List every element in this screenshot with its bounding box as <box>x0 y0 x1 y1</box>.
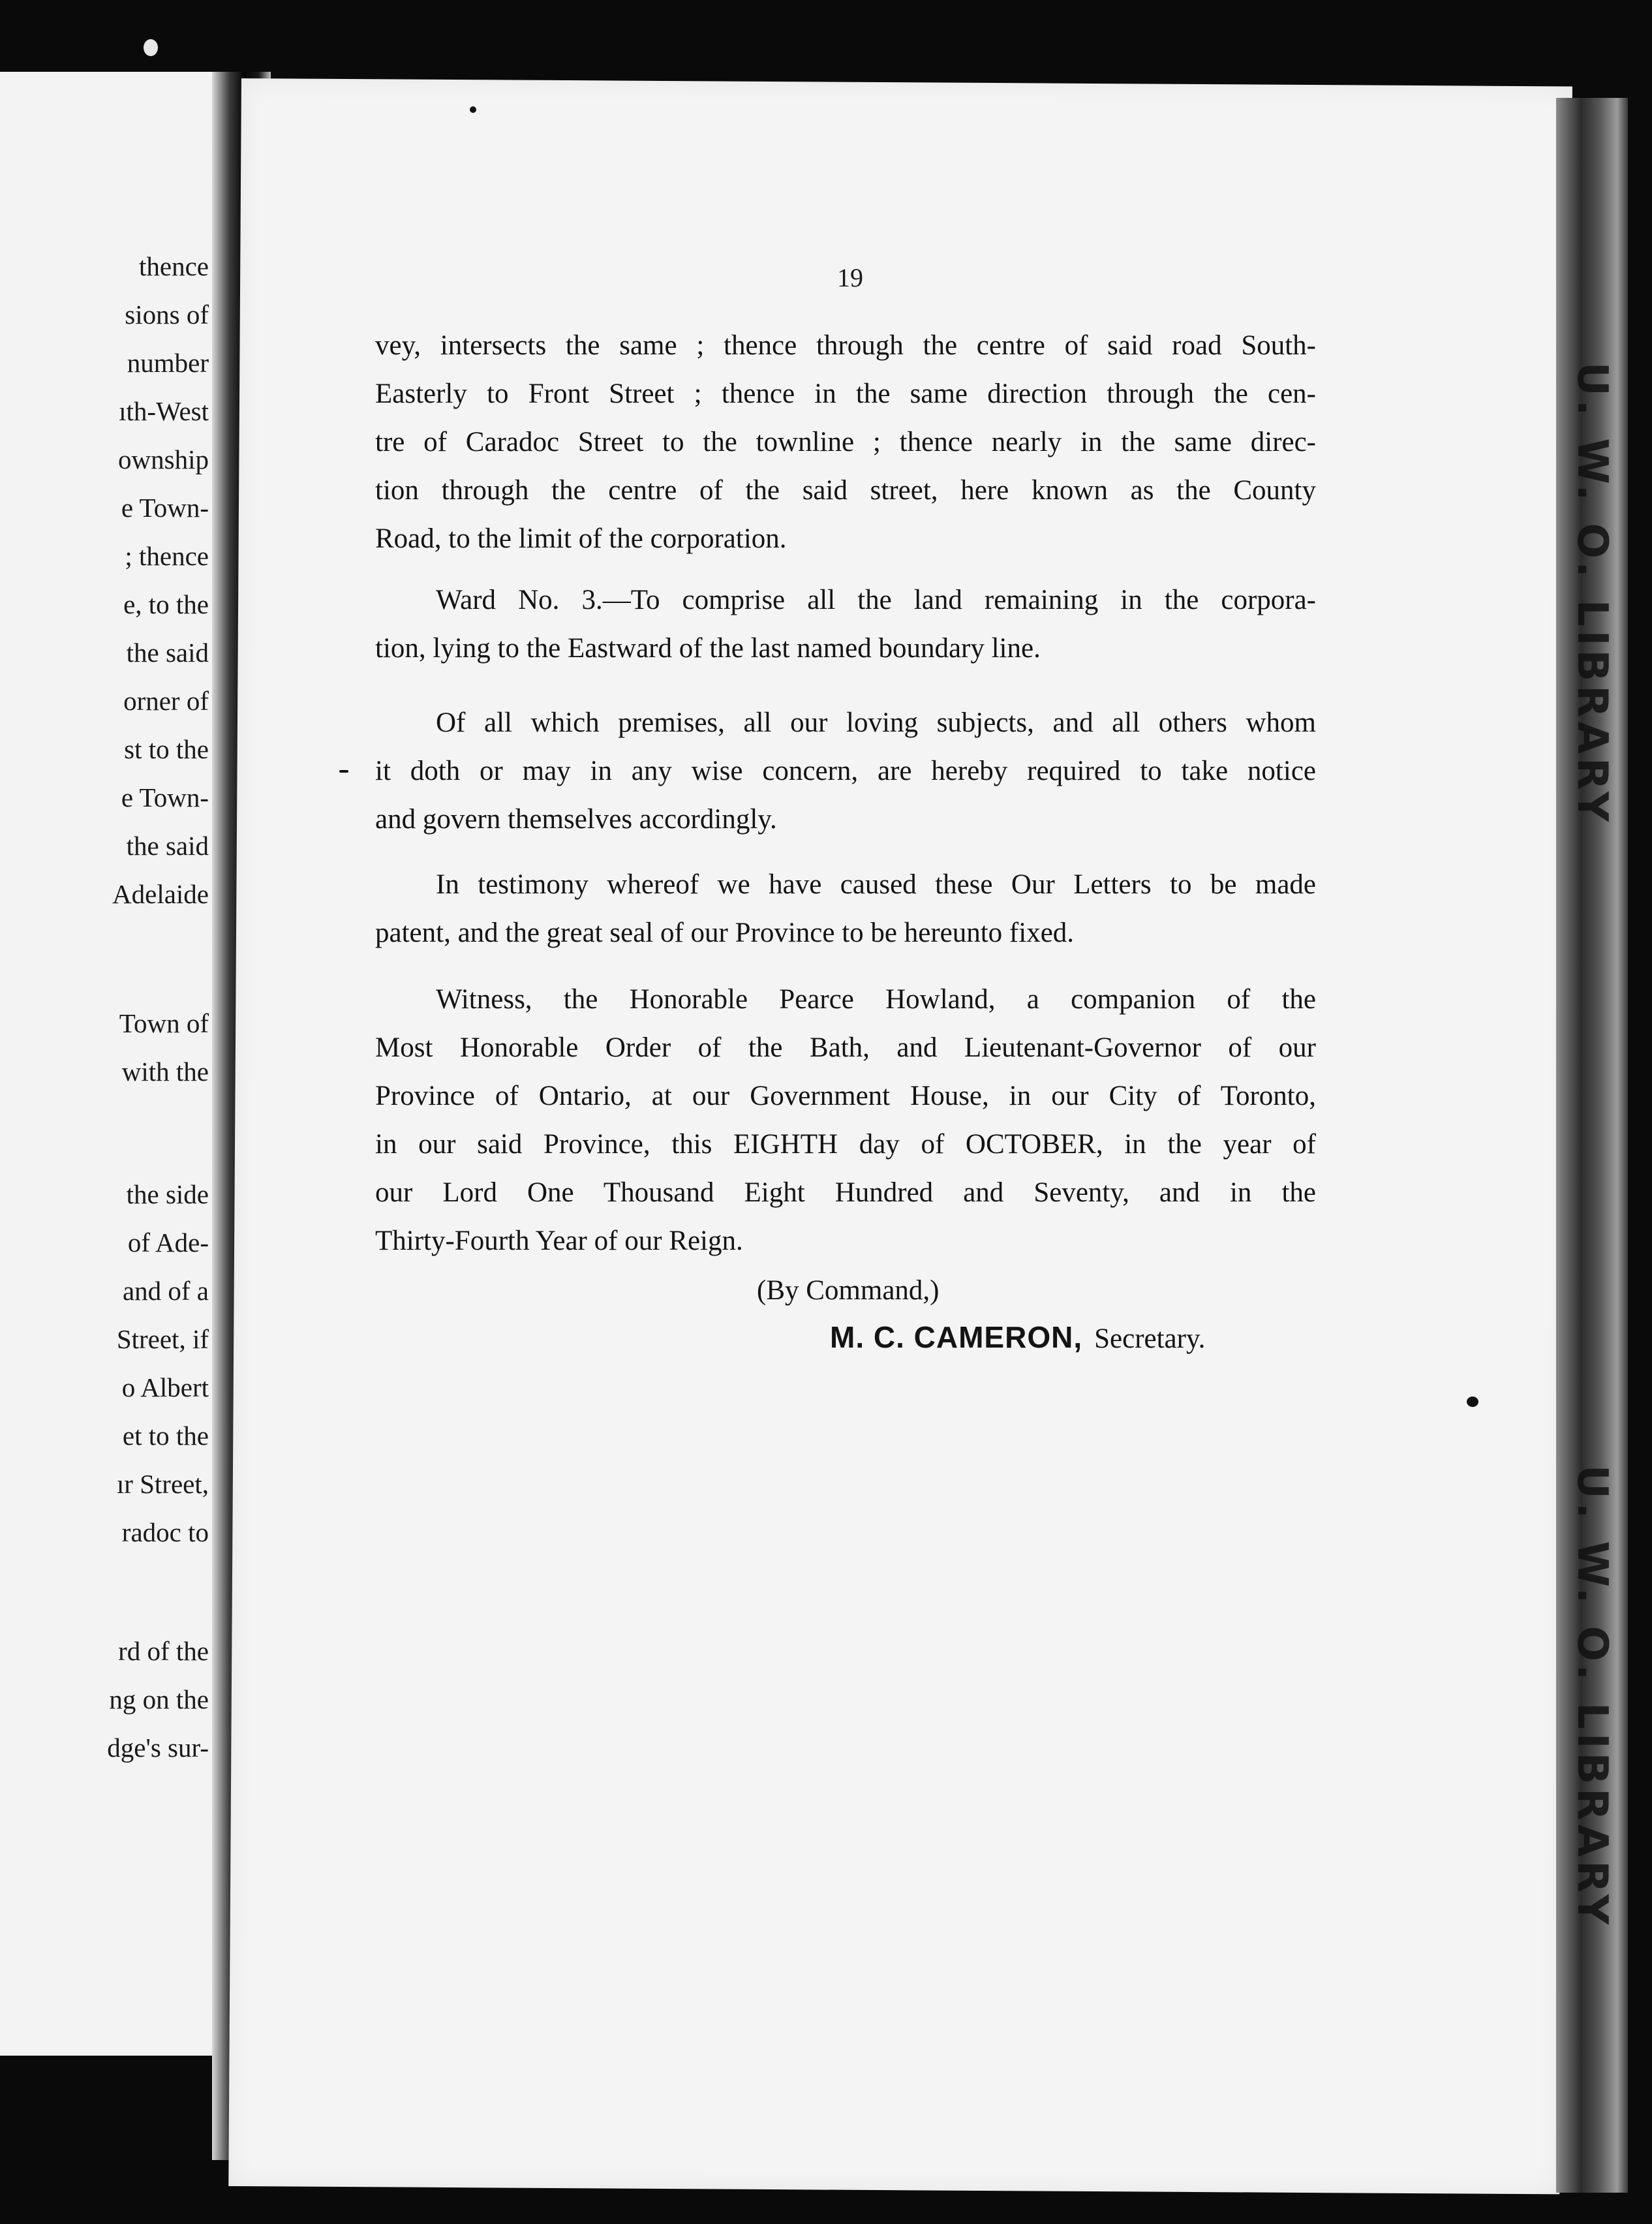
text-line: it doth or may in any wise concern, are hereby required to take notice <box>375 756 1316 786</box>
left-page-text-fragment: dge's sur- <box>107 1733 209 1763</box>
text-line: Most Honorable Order of the Bath, and Lieutenant-Governor of our <box>375 1032 1316 1063</box>
left-page-text-fragment: Street, if <box>116 1324 209 1354</box>
text-line: and govern themselves accordingly. <box>375 804 777 835</box>
text-line: Easterly to Front Street ; thence in the same direction through the cen- <box>375 378 1316 409</box>
left-page-text-fragment: radoc to <box>121 1517 209 1547</box>
left-page-text-fragment: e, to the <box>123 589 209 619</box>
text-line: tre of Caradoc Street to the townline ; thence nearly in the same direc- <box>375 427 1316 457</box>
text-line: tion through the centre of the said street, here known as the County <box>375 475 1316 506</box>
left-page-text-fragment: rd of the <box>118 1636 209 1666</box>
text-line: in our said Province, this EIGHTH day of OCTOBER, in the year of <box>375 1129 1316 1160</box>
left-page-text-fragment: the said <box>126 831 209 861</box>
text-line: Of all which premises, all our loving subjects, and all others whom <box>436 707 1316 738</box>
left-page-text-fragment: Adelaide <box>112 879 209 909</box>
page-number: 19 <box>837 263 863 292</box>
left-page-text-fragment: ; thence <box>125 541 209 571</box>
left-page-text-fragment: and of a <box>122 1276 209 1306</box>
text-line: Thirty-Fourth Year of our Reign. <box>375 1226 743 1256</box>
text-line: patent, and the great seal of our Province to be hereunto fixed. <box>375 918 1075 948</box>
left-page <box>0 72 235 2056</box>
left-page-text-fragment: e Town- <box>121 493 209 523</box>
left-page-text-fragment: the said <box>126 638 209 668</box>
left-page-text-fragment: thence <box>139 251 209 281</box>
left-page-text-fragment: ng on the <box>109 1684 209 1714</box>
text-line: vey, intersects the same ; thence through the centre of said road South- <box>375 330 1316 361</box>
text-line: Province of Ontario, at our Government House, in our City of Toronto, <box>375 1081 1316 1111</box>
left-page-text-fragment: the side <box>126 1179 209 1209</box>
text-line: Road, to the limit of the corporation. <box>375 523 787 554</box>
text-line: In testimony whereof we have caused these Our Letters to be made <box>436 869 1316 900</box>
text-line: our Lord One Thousand Eight Hundred and Seventy, and in the <box>375 1177 1316 1208</box>
scan-speck <box>1467 1397 1478 1407</box>
by-command-line: (By Command,) <box>757 1275 940 1306</box>
library-stamp-top-text: U. W. O. LIBRARY <box>1568 362 1616 826</box>
left-page-text-fragment: ır Street, <box>116 1469 209 1499</box>
scan-speck <box>144 39 158 56</box>
left-page-text-fragment: orner of <box>123 686 209 716</box>
scan-speck <box>339 770 348 773</box>
signature-line <box>830 1320 1205 1355</box>
signatory-name: M. C. CAMERON, <box>830 1320 1083 1354</box>
left-page-text-fragment: e Town- <box>121 782 209 812</box>
left-page-text-fragment: ownship <box>118 444 209 474</box>
text-line: Ward No. 3.—To comprise all the land remaining in the corpora- <box>436 585 1316 615</box>
library-stamp-bottom <box>1563 1449 1621 1945</box>
left-page-text-fragment: with the <box>121 1057 209 1087</box>
scan-speck <box>470 106 476 113</box>
left-page-text-fragment: ıth-West <box>119 396 209 426</box>
library-stamp-bottom-text: U. W. O. LIBRARY <box>1568 1464 1616 1929</box>
left-page-text-fragment: number <box>127 348 209 378</box>
left-page-text-fragment: of Ade- <box>127 1228 209 1258</box>
left-page-text-fragment: et to the <box>122 1421 209 1451</box>
library-stamp-top <box>1563 346 1621 842</box>
left-page-text-fragment: o Albert <box>121 1372 209 1402</box>
left-page-text-fragment: sions of <box>125 300 209 330</box>
text-line: tion, lying to the Eastward of the last named boundary line. <box>375 633 1041 664</box>
left-page-text-fragment: Town of <box>119 1008 209 1038</box>
text-line: Witness, the Honorable Pearce Howland, a companion of the <box>436 984 1316 1015</box>
left-page-text-fragment: st to the <box>124 734 209 764</box>
signatory-title: Secretary. <box>1094 1323 1206 1354</box>
